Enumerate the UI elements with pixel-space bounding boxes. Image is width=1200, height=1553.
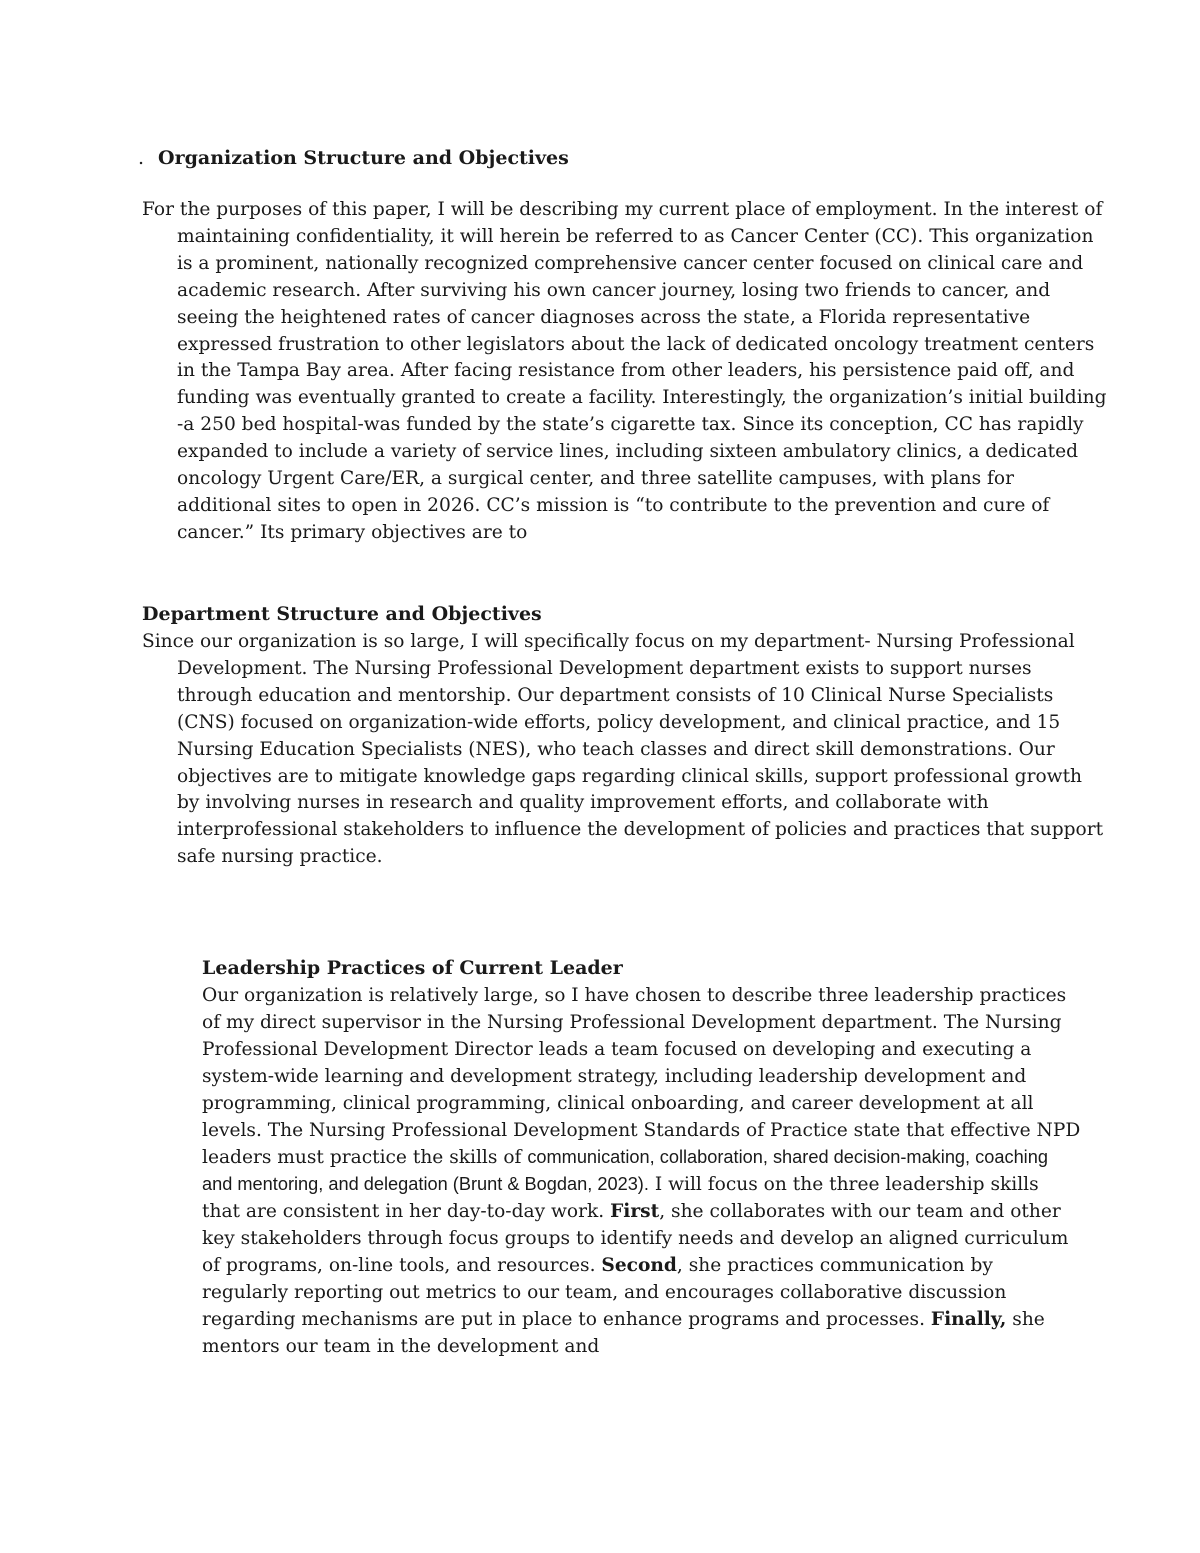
leadership-text-second: , she practices communication by regularly reporting out metrics to our team, and encourages collaborative discussion regarding mechanisms are put in place to enhance programs and processes. xyxy=(202,1255,1007,1330)
section-heading-leadership: Leadership Practices of Current Leader xyxy=(202,957,623,979)
section-heading-organization xyxy=(138,146,569,170)
first-label: First xyxy=(610,1201,660,1222)
leadership-text-intro: Our organization is relatively large, so I have chosen to describe three leadership practices of my direct supervisor in the Nursing Professional Development department. The Nursing Professional Development Director leads a team focused on developing and executing a system-wide learning and development strategy, including leadership development and programming, clinical programming, clinical onboarding, and career development at all levels. The Nursing Professional Development Standards of Practice state that effective NPD leaders must practice the skills of xyxy=(202,985,1081,1168)
second-label: Second xyxy=(601,1255,677,1276)
section-heading-department: Department Structure and Objectives xyxy=(142,603,542,625)
leadership-skills-list: communication, collaboration, shared decision-making, coaching and mentoring, and delegation (Brunt & Bogdan, 2023). xyxy=(202,1147,1048,1194)
heading-prefix: . xyxy=(138,147,145,169)
leadership-paragraph xyxy=(202,982,1082,1360)
leadership-text-finally: she mentors our team in the development and xyxy=(202,1309,1045,1357)
leadership-text-focus: I will focus on the three leadership skills that are consistent in her day-to-day work. xyxy=(202,1174,1039,1222)
department-paragraph: Since our organization is so large, I will specifically focus on my department- Nursing Professional Development. The Nursing Professional Development department exists to support nurses through education and mentorship. Our department consists of 10 Clinical Nurse Specialists (CNS) focused on organization-wide efforts, policy development, and clinical practice, and 15 Nursing Education Specialists (NES), who teach classes and direct skill demonstrations. Our objectives are to mitigate knowledge gaps regarding clinical skills, support professional growth by involving nurses in research and quality improvement efforts, and collaborate with interprofessional stakeholders to influence the development of policies and practices that support safe nursing practice. xyxy=(142,631,1104,868)
heading-text: Organization Structure and Objectives xyxy=(158,147,569,169)
finally-label: Finally, xyxy=(930,1309,1007,1330)
organization-paragraph: For the purposes of this paper, I will be describing my current place of employment. In the interest of maintaining confidentiality, it will herein be referred to as Cancer Center (CC). This organization is a prominent, nationally recognized comprehensive cancer center focused on clinical care and academic research. After surviving his own cancer journey, losing two friends to cancer, and seeing the heightened rates of cancer diagnoses across the state, a Florida representative expressed frustration to other legislators about the lack of dedicated oncology treatment centers in the Tampa Bay area. After facing resistance from other leaders, his persistence paid off, and funding was eventually granted to create a facility. Interestingly, the organization’s initial building -a 250 bed hospital-was funded by the state’s cigarette tax. Since its conception, CC has rapidly expanded to include a variety of service lines, including sixteen ambulatory clinics, a dedicated oncology Urgent Care/ER, a surgical center, and three satellite campuses, with plans for additional sites to open in 2026. CC’s mission is “to contribute to the prevention and cure of cancer.” Its primary objectives are to xyxy=(142,199,1107,543)
leadership-text-first: , she collaborates with our team and other key stakeholders through focus groups to identify needs and develop an aligned curriculum of programs, on-line tools, and resources. xyxy=(202,1201,1069,1276)
